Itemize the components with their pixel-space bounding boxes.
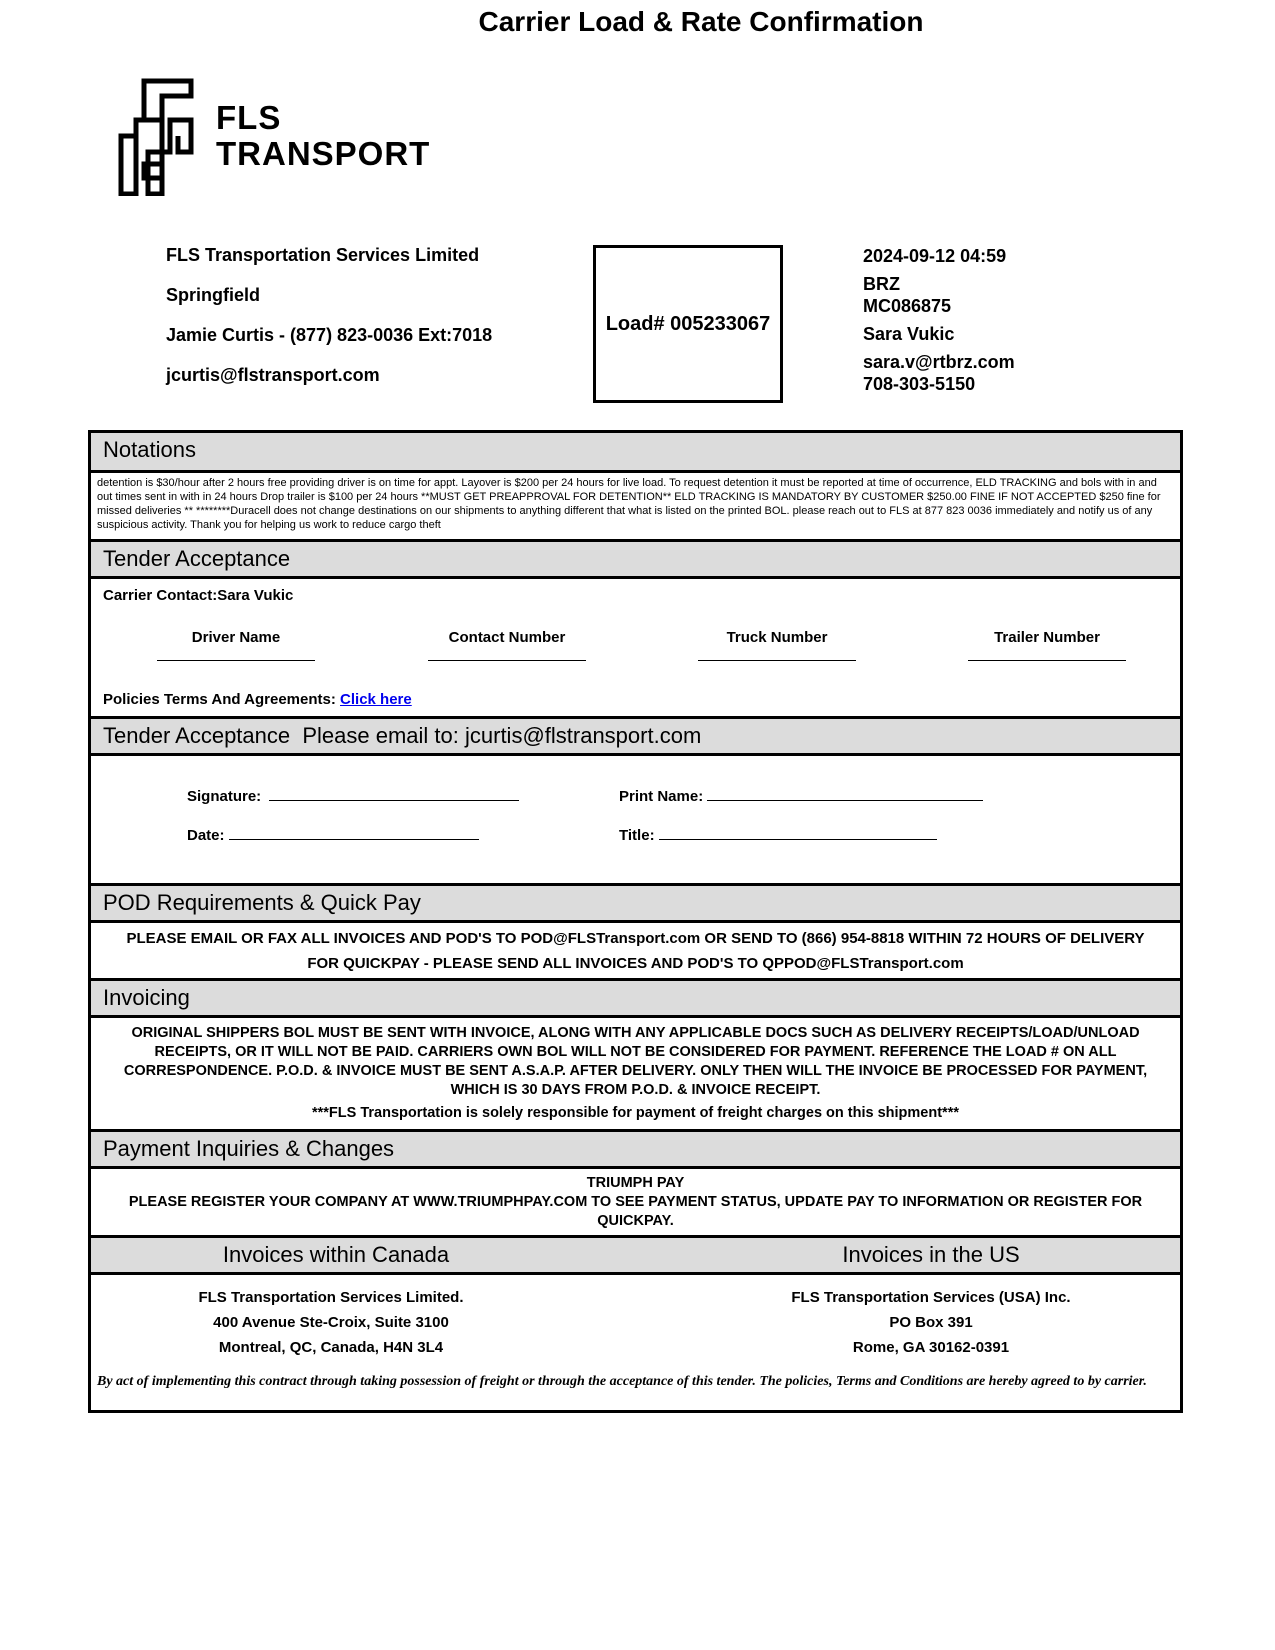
date-line [229,838,479,840]
us-address-line-1: FLS Transportation Services (USA) Inc. [791,1289,1071,1306]
page-title: Carrier Load & Rate Confirmation [478,6,924,37]
carrier-agreement-footer: By act of implementing this contract through taking possession of freight or through the acceptance of this tender. The policies, Terms and Conditions are hereby agreed to by carrier. [97,1374,1147,1389]
payment-line-1: TRIUMPH PAY [586,1175,685,1191]
title-field[interactable] [619,827,937,844]
payment-header [91,1129,1180,1169]
shipper-info [166,245,492,405]
carrier-mc: MC086875 [863,296,952,316]
policies-label: Policies Terms And Agreements: [103,691,336,708]
carrier-datetime: 2024-09-12 04:59 [863,246,1007,266]
policies-link[interactable]: Click here [340,691,412,708]
logo-wordmark [216,100,430,172]
tender-email-header [91,716,1180,756]
signature-field[interactable] [187,788,519,805]
load-number-box [593,245,783,403]
payment-line-2: PLEASE REGISTER YOUR COMPANY AT WWW.TRIUMPHPAY.COM TO SEE PAYMENT STATUS, UPDATE PAY TO INFORMATION OR REGISTER FOR QUICKPAY. [128,1194,1143,1229]
pod-line-2: FOR QUICKPAY - PLEASE SEND ALL INVOICES AND POD'S TO QPPOD@FLSTransport.com [307,955,964,972]
confirmation-form [88,430,1183,1413]
carrier-contact: Sara Vukic [863,324,955,344]
carrier-email: sara.v@rtbrz.com [863,352,1015,372]
invoices-body [91,1275,1180,1410]
load-number: Load# 005233067 [605,312,771,335]
invoicing-text: ORIGINAL SHIPPERS BOL MUST BE SENT WITH INVOICE, ALONG WITH ANY APPLICABLE DOCS SUCH AS DELIVERY RECEIPTS/LOAD/UNLOAD RECEIPTS, OR IT WILL NOT BE PAID. CARRIERS OWN BOL WILL NOT BE CONSIDERED FOR PAYMENT. REFERENCE THE LOAD # ON ALL CORRESPONDENCE. P.O.D. & INVOICE MUST BE SENT A.S.A.P. AFTER DELIVERY. ONLY THEN WILL THE INVOICE BE PROCESSED FOR PAYMENT, WHICH IS 30 DAYS FROM P.O.D. & INVOICE RECEIPT. [123,1025,1148,1098]
invoicing-heading: Invoicing [103,985,190,1010]
shipper-contact: Jamie Curtis - (877) 823-0036 Ext:7018 [166,325,493,345]
tender-heading: Tender Acceptance [103,546,291,571]
print-name-field[interactable] [619,788,983,805]
shipper-city: Springfield [166,285,260,305]
carrier-code: BRZ [863,274,900,294]
canada-address-line-1: FLS Transportation Services Limited. [198,1289,464,1306]
driver-name-label: Driver Name [191,629,281,646]
invoices-header [91,1235,1180,1275]
us-address [731,1285,1131,1360]
invoicing-note: ***FLS Transportation is solely responsible for payment of freight charges on this shipment*** [312,1105,959,1121]
policies-line [103,691,412,708]
truck-number-line [698,660,856,661]
us-heading: Invoices in the US [842,1242,1020,1267]
driver-name-field[interactable] [136,629,336,661]
print-name-label: Print Name: [619,788,704,805]
date-field[interactable] [187,827,479,844]
trailer-number-label: Trailer Number [994,629,1100,646]
truck-number-label: Truck Number [726,629,828,646]
trailer-number-field[interactable] [947,629,1147,661]
shipper-email: jcurtis@flstransport.com [166,365,380,385]
notations-heading: Notations [103,437,196,462]
contact-number-label: Contact Number [448,629,566,646]
driver-name-line [157,660,315,661]
logo-line-2: TRANSPORT [216,135,431,172]
us-address-line-2: PO Box 391 [889,1314,973,1331]
carrier-info [863,245,1015,395]
canada-address [131,1285,531,1360]
signature-line [269,799,519,801]
signature-block [91,756,1180,883]
pod-heading: POD Requirements & Quick Pay [103,890,421,915]
payment-body [91,1169,1180,1235]
tender-email-heading: Tender Acceptance Please email to: jcurtis@flstransport.com [103,723,702,748]
fls-logo-mark-icon [118,78,208,196]
pod-line-1: PLEASE EMAIL OR FAX ALL INVOICES AND POD'S TO POD@FLSTransport.com OR SEND TO (866) 954-8818 WITHIN 72 HOURS OF DELIVERY [126,930,1145,947]
tender-body [91,579,1180,716]
shipper-company: FLS Transportation Services Limited [166,245,480,265]
canada-address-line-3: Montreal, QC, Canada, H4N 3L4 [218,1339,444,1356]
notations-text: detention is $30/hour after 2 hours free providing driver is on time for appt. Layover is $200 per 24 hours for live load. To request detention it must be reported at time of occurrence, ELD TRACKING and bols with in and out times sent in with in 24 hours Drop trailer is $100 per 24 hours **MUST GET PREAPPROVAL FOR DETENTION** ELD TRACKING IS MANDATORY BY CUSTOMER $250.00 FINE IF NOT ACCEPTED $250 fine for missed deliveries ** ********Duracell does not change destinations on our shipments to anything different that what is listed on the printed BOL. please reach out to FLS at 877 823 0036 immediately and notify us of any suspicious activity. Thank you for helping us work to reduce cargo theft [97,477,1161,531]
carrier-phone: 708-303-5150 [863,374,976,394]
contact-number-field[interactable] [407,629,607,661]
pod-header [91,883,1180,923]
print-name-line [707,799,983,801]
date-label: Date: [187,827,225,844]
invoicing-header [91,978,1180,1018]
notations-body [91,473,1180,539]
carrier-contact-line: Carrier Contact:Sara Vukic [103,587,294,604]
company-logo [118,78,431,196]
canada-heading: Invoices within Canada [222,1242,450,1267]
title-line [659,838,937,840]
trailer-number-line [968,660,1126,661]
truck-number-field[interactable] [677,629,877,661]
title-label: Title: [619,827,655,844]
contact-number-line [428,660,586,661]
signature-label: Signature: [187,788,262,805]
pod-body [91,923,1180,978]
notations-header [91,433,1180,473]
tender-header [91,539,1180,579]
logo-line-1: FLS [216,99,282,136]
payment-heading: Payment Inquiries & Changes [103,1136,395,1161]
us-address-line-3: Rome, GA 30162-0391 [852,1339,1010,1356]
canada-address-line-2: 400 Avenue Ste-Croix, Suite 3100 [213,1314,449,1331]
invoicing-body [91,1018,1180,1129]
